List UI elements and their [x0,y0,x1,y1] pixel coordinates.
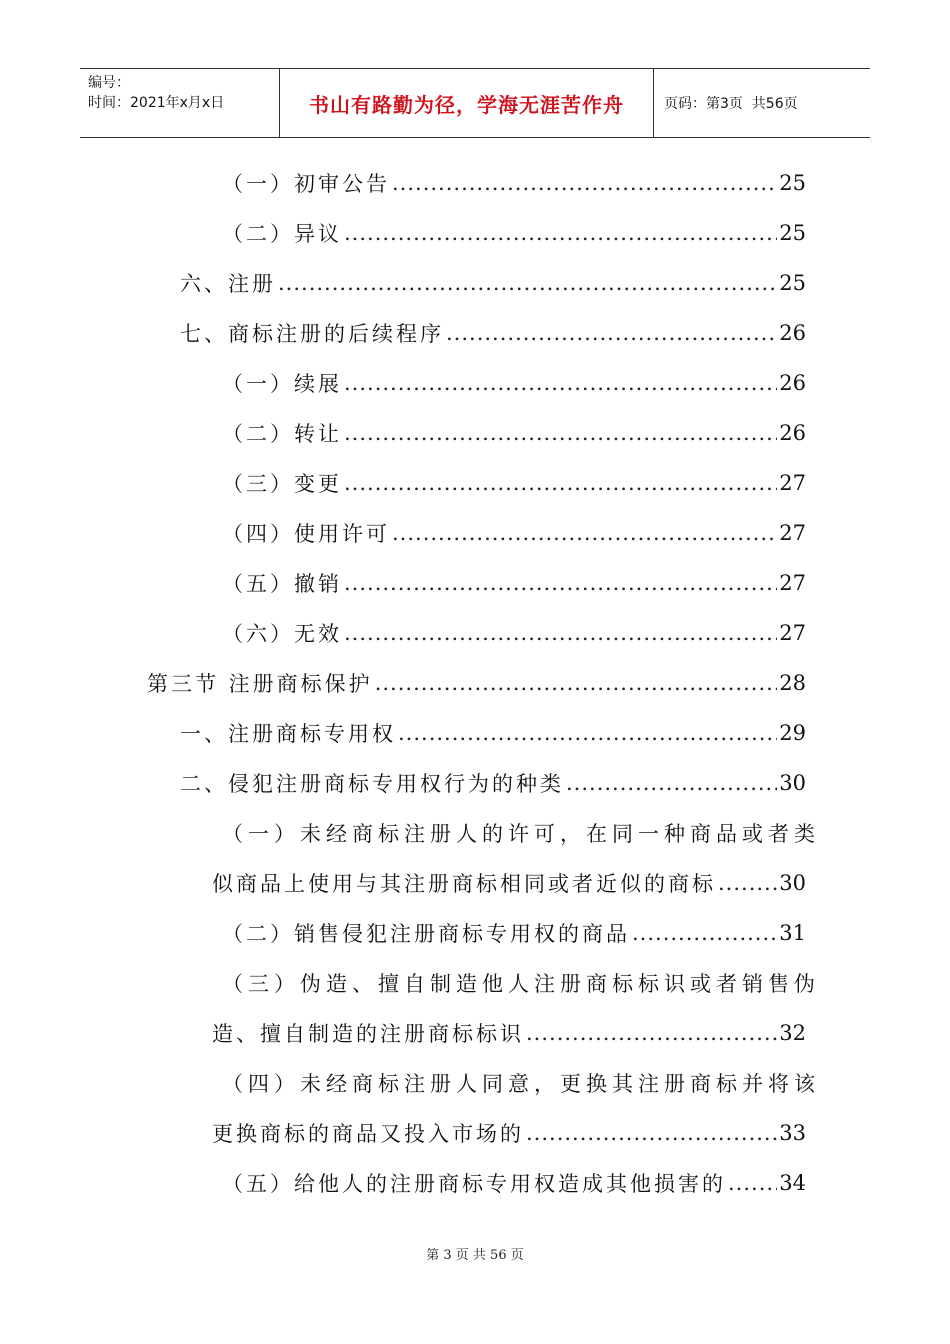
toc-entry-title: 一、注册商标专用权 [180,722,396,746]
toc-entry-title: （一）续展 [222,372,342,396]
toc-entry[interactable] [147,658,806,708]
toc-entry[interactable] [180,708,806,758]
toc-entry-title: 更换商标的商品又投入市场的 [212,1122,524,1146]
toc-entry-title: （四）使用许可 [222,522,390,546]
toc-leader-dots [728,1171,777,1195]
toc-entry-line-2[interactable] [212,1008,806,1058]
toc-leader-dots [632,921,777,945]
toc-entry[interactable] [222,208,806,258]
toc-leader-dots [526,1121,777,1145]
toc-entry[interactable] [222,608,806,658]
toc-entry-page: 34 [779,1171,806,1195]
toc-entry-title: （一）初审公告 [222,172,390,196]
toc-entry-line-2[interactable] [212,858,806,908]
toc-entry-title: （四）未经商标注册人同意，更换其注册商标并将该 [222,1072,820,1096]
toc-entry-page: 27 [779,521,806,545]
toc-entry-line-1[interactable] [222,1058,820,1108]
toc-entry-page: 31 [779,921,806,945]
toc-leader-dots [446,321,777,345]
toc-entry-page: 25 [779,271,806,295]
toc-entry-title: 七、商标注册的后续程序 [180,322,444,346]
toc-entry-page: 26 [779,321,806,345]
toc-entry-title: （二）销售侵犯注册商标专用权的商品 [222,922,630,946]
toc-entry[interactable] [222,508,806,558]
toc-entry[interactable] [222,458,806,508]
toc-leader-dots [278,271,777,295]
toc-leader-dots [344,571,777,595]
toc-entry-title: （一）未经商标注册人的许可，在同一种商品或者类 [222,822,820,846]
toc-entry-page: 25 [779,221,806,245]
toc-entry-page: 30 [779,871,806,895]
header-meta [80,69,280,137]
document-number-label: 编号： [88,75,130,91]
document-time-label: 时间：2021年x月x日 [88,95,225,111]
toc-entry-title: （三）变更 [222,472,342,496]
toc-entry-title: （三）伪造、擅自制造他人注册商标标识或者销售伪 [222,972,820,996]
toc-entry-title: （六）无效 [222,622,342,646]
header-motto: 书山有路勤为径，学海无涯苦作舟 [280,69,654,137]
toc-entry[interactable] [222,1158,806,1208]
toc-entry-page: 27 [779,571,806,595]
toc-entry-line-1[interactable] [222,808,820,858]
toc-entry[interactable] [180,308,806,358]
toc-leader-dots [344,471,777,495]
page-footer: 第 3 页 共 56 页 [426,1248,524,1263]
toc-entry-line-2[interactable] [212,1108,806,1158]
toc-leader-dots [344,421,777,445]
toc-leader-dots [344,221,777,245]
toc-leader-dots [392,521,777,545]
toc-entry-page: 26 [779,421,806,445]
toc-entry-title: （二）转让 [222,422,342,446]
toc-entry[interactable] [222,158,806,208]
toc-entry[interactable] [222,358,806,408]
toc-entry[interactable] [222,908,806,958]
toc-leader-dots [375,671,778,695]
toc-entry[interactable] [180,258,806,308]
header-page-label: 页码：第3页 共56页 [664,96,798,112]
toc-entry-title: （五）撤销 [222,572,342,596]
toc-entry-page: 26 [779,371,806,395]
toc-entry-page: 27 [779,471,806,495]
toc-entry-title: （五）给他人的注册商标专用权造成其他损害的 [222,1172,726,1196]
toc-entry[interactable] [222,408,806,458]
toc-entry-title: （二）异议 [222,222,342,246]
toc-leader-dots [526,1021,777,1045]
toc-entry-title: 六、注册 [180,272,276,296]
toc-leader-dots [398,721,777,745]
toc-leader-dots [566,771,777,795]
toc-entry-title: 第三节 注册商标保护 [147,672,373,696]
toc-entry-title: 似商品上使用与其注册商标相同或者近似的商标 [212,872,716,896]
toc-leader-dots [718,871,777,895]
toc-entry-page: 28 [779,671,806,695]
toc-entry-page: 27 [779,621,806,645]
toc-entry-line-1[interactable] [222,958,820,1008]
toc-entry-page: 29 [779,721,806,745]
toc-leader-dots [392,171,777,195]
page-header [80,68,870,138]
toc-entry[interactable] [180,758,806,808]
toc-entry-page: 25 [779,171,806,195]
header-page-info [654,69,870,137]
toc-entry-page: 30 [779,771,806,795]
toc-entry[interactable] [222,558,806,608]
toc-leader-dots [344,621,777,645]
toc-entry-title: 造、擅自制造的注册商标标识 [212,1022,524,1046]
toc-entry-title: 二、侵犯注册商标专用权行为的种类 [180,772,564,796]
toc-entry-page: 32 [779,1021,806,1045]
toc-entry-page: 33 [779,1121,806,1145]
toc-leader-dots [344,371,777,395]
